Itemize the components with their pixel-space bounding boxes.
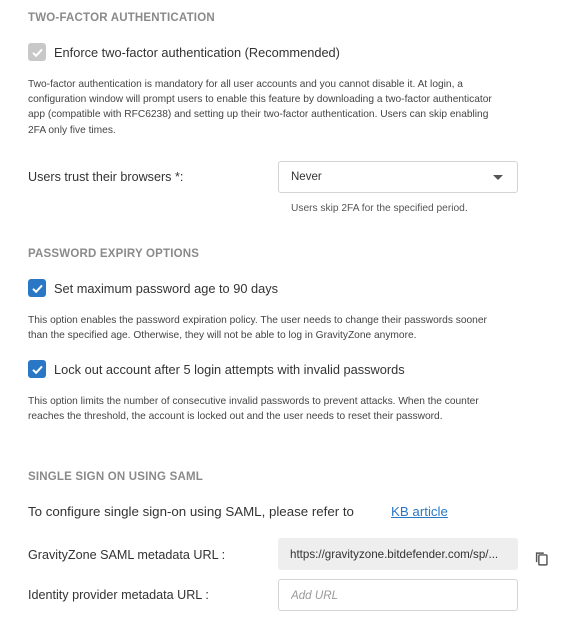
max-age-label: Set maximum password age to 90 days (54, 280, 279, 296)
copy-icon (533, 550, 551, 568)
password-expiry-heading: PASSWORD EXPIRY OPTIONS (28, 248, 200, 260)
enforce-2fa-row (28, 43, 340, 61)
sso-heading: SINGLE SIGN ON USING SAML (28, 471, 203, 483)
saml-metadata-url-field (278, 538, 518, 570)
trust-browsers-label: Users trust their browsers *: (28, 170, 184, 184)
max-age-row (28, 279, 278, 297)
checkmark-icon (31, 363, 44, 376)
saml-metadata-label: GravityZone SAML metadata URL : (28, 548, 226, 562)
lockout-description: This option limits the number of consecutive invalid passwords to prevent attacks. When the counter reaches the threshold, the account is locked out and the user needs to reset their password. (28, 396, 479, 423)
chevron-down-icon (493, 175, 503, 180)
sso-intro-text: To configure single sign-on using SAML, please refer to (28, 504, 354, 519)
enforce-2fa-checkbox[interactable] (28, 43, 46, 61)
trust-browsers-value: Never (291, 171, 322, 183)
two-factor-heading: TWO-FACTOR AUTHENTICATION (28, 12, 215, 24)
trust-browsers-select[interactable] (278, 161, 518, 193)
lockout-row (28, 360, 405, 378)
enforce-2fa-label: Enforce two-factor authentication (Recommended) (54, 44, 340, 60)
lockout-checkbox[interactable] (28, 360, 46, 378)
copy-url-button[interactable] (532, 549, 552, 569)
idp-metadata-url-input[interactable] (278, 579, 518, 611)
trust-browsers-hint: Users skip 2FA for the specified period. (291, 203, 468, 214)
idp-metadata-label: Identity provider metadata URL : (28, 588, 209, 602)
max-age-checkbox[interactable] (28, 279, 46, 297)
checkmark-icon (31, 46, 44, 59)
saml-metadata-url-value: https://gravityzone.bitdefender.com/sp/... (290, 547, 499, 561)
two-factor-description: Two-factor authentication is mandatory for all user accounts and you cannot disable it. At login, a configuration window will prompt users to enable this feature by downloading a two-factor authenticator app (compatible with RFC6238) and setting up their two-factor authentication. Users can skip enabling 2FA only five times. (28, 79, 492, 136)
checkmark-icon (31, 282, 44, 295)
max-age-description: This option enables the password expiration policy. The user needs to change their passwords sooner than the specified age. Otherwise, they will not be able to log in GravityZone anymore. (28, 315, 487, 342)
kb-article-link[interactable]: KB article (391, 504, 448, 519)
lockout-label: Lock out account after 5 login attempts with invalid passwords (54, 361, 405, 377)
